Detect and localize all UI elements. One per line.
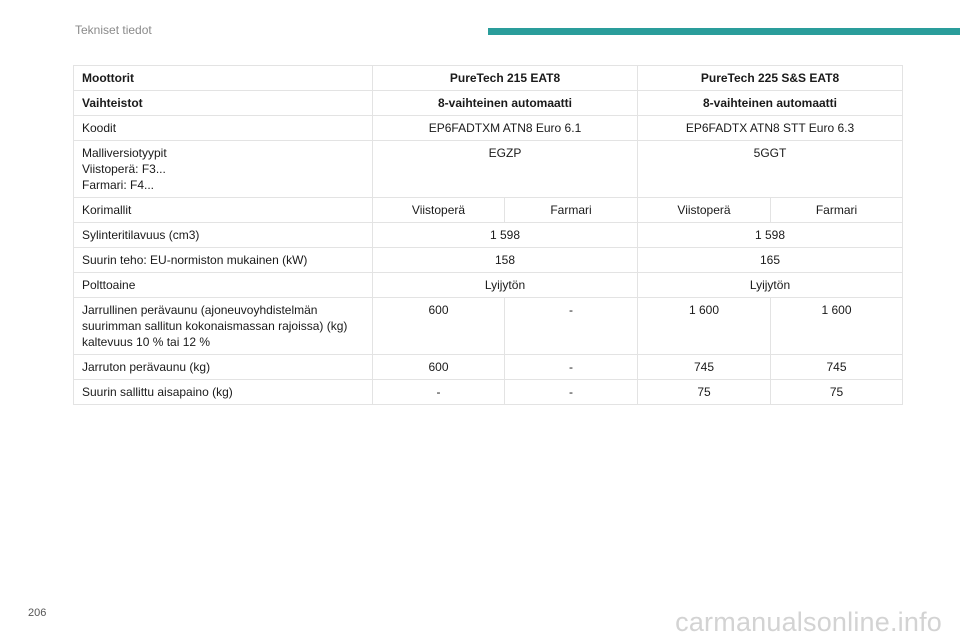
table-cell: -: [505, 380, 638, 405]
header-accent-bar: [488, 28, 960, 35]
table-cell: Viistoperä: [638, 198, 771, 223]
table-row: [74, 223, 903, 248]
table-row: [74, 380, 903, 405]
section-title: Tekniset tiedot: [75, 23, 152, 37]
row-label: Sylinteritilavuus (cm3): [74, 223, 373, 248]
row-label: Korimallit: [74, 198, 373, 223]
table-row: [74, 141, 903, 198]
table-cell: 165: [638, 248, 903, 273]
table-cell: Lyijytön: [373, 273, 638, 298]
table-cell: 600: [373, 298, 505, 355]
watermark: carmanualsonline.info: [675, 607, 942, 637]
table-cell: 8-vaihteinen automaatti: [373, 91, 638, 116]
table-row: [74, 116, 903, 141]
row-label: Polttoaine: [74, 273, 373, 298]
table-cell: EP6FADTXM ATN8 Euro 6.1: [373, 116, 638, 141]
table-row: [74, 66, 903, 91]
table-row: [74, 198, 903, 223]
table-cell: 75: [638, 380, 771, 405]
row-label: Moottorit: [74, 66, 373, 91]
engine-column-header: PureTech 215 EAT8: [373, 66, 638, 91]
table-cell: 600: [373, 355, 505, 380]
table-cell: -: [373, 380, 505, 405]
table-cell: Lyijytön: [638, 273, 903, 298]
table-cell: 1 600: [638, 298, 771, 355]
table-cell: 8-vaihteinen automaatti: [638, 91, 903, 116]
table-cell: Farmari: [505, 198, 638, 223]
table-cell: Farmari: [771, 198, 903, 223]
row-label: Vaihteistot: [74, 91, 373, 116]
table-cell: EGZP: [373, 141, 638, 198]
table-cell: 745: [771, 355, 903, 380]
row-label: Suurin sallittu aisapaino (kg): [74, 380, 373, 405]
table-cell: EP6FADTX ATN8 STT Euro 6.3: [638, 116, 903, 141]
row-label: [74, 141, 373, 198]
table-cell: 1 600: [771, 298, 903, 355]
row-label-line: Viistoperä: F3...: [82, 162, 166, 176]
page-number: 206: [28, 607, 47, 619]
table-row: [74, 298, 903, 355]
table-cell: 5GGT: [638, 141, 903, 198]
table-cell: 158: [373, 248, 638, 273]
row-label-line: Malliversiotyypit: [82, 146, 167, 160]
table-row: [74, 91, 903, 116]
row-label-line: suurimman sallitun kokonaismassan rajoissa) (kg): [82, 319, 348, 333]
engine-column-header: PureTech 225 S&S EAT8: [638, 66, 903, 91]
row-label-line: kaltevuus 10 % tai 12 %: [82, 335, 211, 349]
table-cell: -: [505, 298, 638, 355]
row-label: [74, 298, 373, 355]
row-label-line: Farmari: F4...: [82, 178, 155, 192]
table-row: [74, 248, 903, 273]
table-cell: 1 598: [638, 223, 903, 248]
row-label: Koodit: [74, 116, 373, 141]
table-cell: 1 598: [373, 223, 638, 248]
table-cell: -: [505, 355, 638, 380]
table-cell: 745: [638, 355, 771, 380]
engine-spec-table: [73, 65, 903, 405]
table-row: [74, 273, 903, 298]
table-cell: 75: [771, 380, 903, 405]
row-label-line: Jarrullinen perävaunu (ajoneuvoyhdistelmän: [82, 303, 318, 317]
table-cell: Viistoperä: [373, 198, 505, 223]
table-row: [74, 355, 903, 380]
row-label: Suurin teho: EU-normiston mukainen (kW): [74, 248, 373, 273]
row-label: Jarruton perävaunu (kg): [74, 355, 373, 380]
